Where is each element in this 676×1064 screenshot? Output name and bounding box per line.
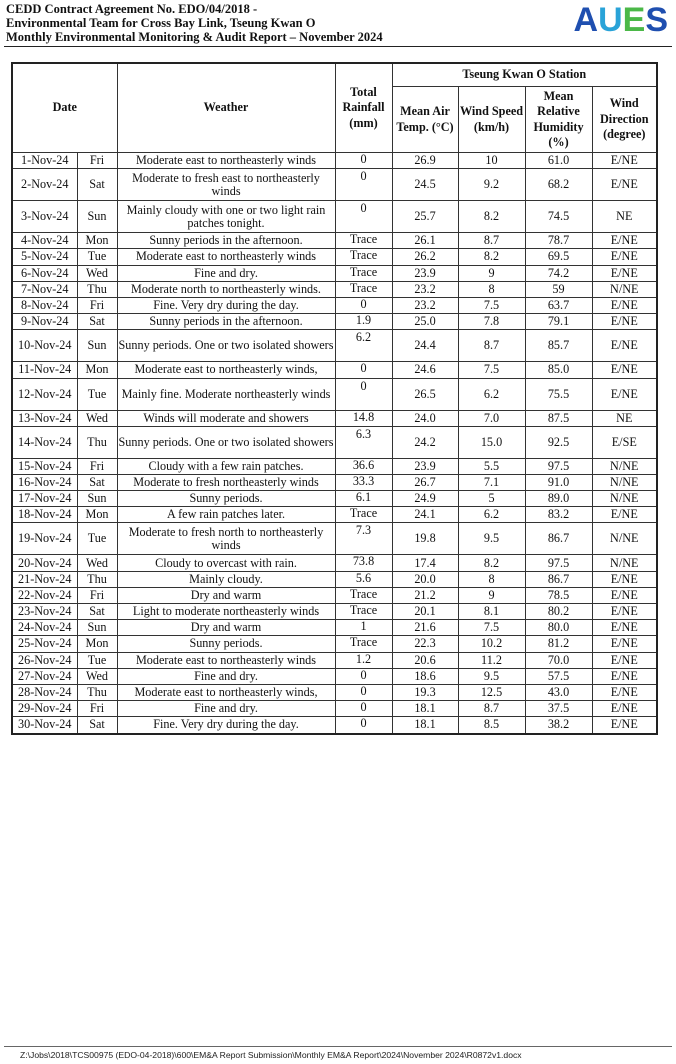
cell-date: 25-Nov-24: [12, 636, 77, 652]
cell-weather: Moderate east to northeasterly winds,: [117, 362, 335, 378]
table-row: [12, 555, 657, 571]
cell-wind-direction: N/NE: [592, 555, 657, 571]
cell-humidity: 68.2: [525, 169, 592, 201]
cell-temp: 18.1: [392, 701, 458, 717]
cell-wind-speed: 8.2: [458, 201, 525, 233]
cell-weather: Mainly cloudy.: [117, 571, 335, 587]
cell-rainfall: 6.2: [335, 330, 392, 362]
weather-table-container: [11, 62, 656, 735]
cell-day: Thu: [77, 281, 117, 297]
cell-wind-speed: 8.7: [458, 330, 525, 362]
cell-date: 19-Nov-24: [12, 523, 77, 555]
header-line-report: Monthly Environmental Monitoring & Audit Report – November 2024: [6, 30, 383, 44]
cell-wind-speed: 11.2: [458, 652, 525, 668]
cell-humidity: 37.5: [525, 701, 592, 717]
cell-date: 5-Nov-24: [12, 249, 77, 265]
cell-rainfall: 1.2: [335, 652, 392, 668]
cell-weather: Sunny periods.: [117, 491, 335, 507]
file-path-footer: Z:\Jobs\2018\TCS00975 (EDO-04-2018)\600\EM&A Report Submission\Monthly EM&A Report\2024\November 2024\R0872v1.docx: [20, 1050, 522, 1060]
cell-wind-speed: 7.5: [458, 362, 525, 378]
table-row: [12, 233, 657, 249]
cell-rainfall: 0: [335, 169, 392, 201]
cell-temp: 26.5: [392, 378, 458, 410]
cell-date: 16-Nov-24: [12, 474, 77, 490]
cell-day: Fri: [77, 458, 117, 474]
cell-weather: Moderate to fresh north to northeasterly winds: [117, 523, 335, 555]
cell-temp: 23.9: [392, 265, 458, 281]
cell-temp: 20.0: [392, 571, 458, 587]
cell-temp: 24.0: [392, 410, 458, 426]
cell-temp: 20.1: [392, 604, 458, 620]
cell-humidity: 81.2: [525, 636, 592, 652]
cell-wind-speed: 7.1: [458, 474, 525, 490]
cell-day: Wed: [77, 410, 117, 426]
cell-wind-speed: 8.2: [458, 555, 525, 571]
cell-temp: 25.0: [392, 314, 458, 330]
cell-wind-direction: N/NE: [592, 458, 657, 474]
cell-wind-direction: E/NE: [592, 507, 657, 523]
cell-wind-direction: E/NE: [592, 620, 657, 636]
header-wind-direction: Wind Direction (degree): [592, 87, 657, 153]
table-row: [12, 701, 657, 717]
cell-rainfall: Trace: [335, 265, 392, 281]
cell-weather: Fine and dry.: [117, 701, 335, 717]
logo-letter-u: U: [598, 1, 623, 39]
table-row: [12, 620, 657, 636]
cell-wind-direction: NE: [592, 201, 657, 233]
cell-wind-speed: 8: [458, 281, 525, 297]
cell-weather: Sunny periods. One or two isolated showers: [117, 426, 335, 458]
cell-day: Fri: [77, 701, 117, 717]
cell-rainfall: 1.9: [335, 314, 392, 330]
cell-rainfall: Trace: [335, 587, 392, 603]
cell-wind-speed: 10.2: [458, 636, 525, 652]
cell-rainfall: 0: [335, 378, 392, 410]
cell-wind-direction: E/NE: [592, 652, 657, 668]
cell-day: Tue: [77, 652, 117, 668]
cell-weather: Dry and warm: [117, 620, 335, 636]
cell-humidity: 80.2: [525, 604, 592, 620]
cell-date: 27-Nov-24: [12, 668, 77, 684]
cell-date: 20-Nov-24: [12, 555, 77, 571]
cell-day: Sat: [77, 474, 117, 490]
cell-day: Sun: [77, 491, 117, 507]
cell-rainfall: Trace: [335, 249, 392, 265]
table-row: [12, 474, 657, 490]
table-row: [12, 378, 657, 410]
cell-weather: Moderate north to northeasterly winds.: [117, 281, 335, 297]
cell-day: Mon: [77, 362, 117, 378]
table-row: [12, 249, 657, 265]
header-divider: [4, 46, 672, 47]
table-row: [12, 717, 657, 734]
table-row: [12, 410, 657, 426]
cell-humidity: 89.0: [525, 491, 592, 507]
cell-wind-speed: 8.7: [458, 233, 525, 249]
cell-weather: Sunny periods.: [117, 636, 335, 652]
cell-date: 26-Nov-24: [12, 652, 77, 668]
cell-wind-speed: 7.5: [458, 297, 525, 313]
cell-rainfall: 73.8: [335, 555, 392, 571]
cell-wind-direction: E/NE: [592, 233, 657, 249]
cell-date: 21-Nov-24: [12, 571, 77, 587]
cell-wind-speed: 8.1: [458, 604, 525, 620]
cell-date: 11-Nov-24: [12, 362, 77, 378]
cell-wind-speed: 9.5: [458, 668, 525, 684]
cell-date: 9-Nov-24: [12, 314, 77, 330]
cell-wind-direction: E/NE: [592, 153, 657, 169]
table-row: [12, 153, 657, 169]
cell-wind-speed: 6.2: [458, 378, 525, 410]
cell-rainfall: Trace: [335, 281, 392, 297]
cell-weather: Sunny periods. One or two isolated showers: [117, 330, 335, 362]
cell-temp: 20.6: [392, 652, 458, 668]
cell-weather: Moderate east to northeasterly winds: [117, 249, 335, 265]
cell-weather: Winds will moderate and showers: [117, 410, 335, 426]
cell-temp: 24.4: [392, 330, 458, 362]
cell-day: Sat: [77, 717, 117, 734]
cell-weather: Fine and dry.: [117, 265, 335, 281]
cell-date: 14-Nov-24: [12, 426, 77, 458]
cell-weather: Cloudy to overcast with rain.: [117, 555, 335, 571]
cell-date: 24-Nov-24: [12, 620, 77, 636]
cell-weather: Fine. Very dry during the day.: [117, 717, 335, 734]
cell-date: 2-Nov-24: [12, 169, 77, 201]
cell-day: Tue: [77, 249, 117, 265]
cell-humidity: 86.7: [525, 523, 592, 555]
cell-humidity: 79.1: [525, 314, 592, 330]
cell-temp: 26.7: [392, 474, 458, 490]
table-row: [12, 201, 657, 233]
cell-humidity: 83.2: [525, 507, 592, 523]
cell-humidity: 59: [525, 281, 592, 297]
weather-table: [11, 62, 658, 735]
cell-day: Fri: [77, 297, 117, 313]
cell-weather: Dry and warm: [117, 587, 335, 603]
table-row: [12, 684, 657, 700]
cell-rainfall: 0: [335, 717, 392, 734]
cell-wind-direction: E/NE: [592, 169, 657, 201]
cell-day: Sat: [77, 169, 117, 201]
cell-humidity: 69.5: [525, 249, 592, 265]
cell-rainfall: 0: [335, 201, 392, 233]
table-row: [12, 169, 657, 201]
header-line-team: Environmental Team for Cross Bay Link, Tseung Kwan O: [6, 16, 316, 30]
document-header: [6, 2, 670, 44]
cell-temp: 18.6: [392, 668, 458, 684]
cell-humidity: 74.2: [525, 265, 592, 281]
cell-date: 13-Nov-24: [12, 410, 77, 426]
cell-rainfall: 0: [335, 297, 392, 313]
header-weather: Weather: [117, 63, 335, 153]
cell-humidity: 61.0: [525, 153, 592, 169]
cell-rainfall: Trace: [335, 233, 392, 249]
header-line-contract: CEDD Contract Agreement No. EDO/04/2018 -: [6, 2, 258, 16]
cell-rainfall: 0: [335, 701, 392, 717]
cell-rainfall: 7.3: [335, 523, 392, 555]
logo-letter-e: E: [622, 1, 646, 39]
cell-wind-direction: E/NE: [592, 362, 657, 378]
cell-wind-speed: 9: [458, 265, 525, 281]
cell-rainfall: 0: [335, 668, 392, 684]
cell-temp: 23.2: [392, 281, 458, 297]
cell-day: Wed: [77, 668, 117, 684]
cell-wind-direction: E/NE: [592, 684, 657, 700]
cell-day: Thu: [77, 571, 117, 587]
cell-wind-direction: E/NE: [592, 604, 657, 620]
cell-weather: Fine. Very dry during the day.: [117, 297, 335, 313]
cell-humidity: 43.0: [525, 684, 592, 700]
cell-weather: Moderate east to northeasterly winds: [117, 652, 335, 668]
cell-day: Thu: [77, 684, 117, 700]
cell-weather: Mainly fine. Moderate northeasterly winds: [117, 378, 335, 410]
header-humidity: Mean Relative Humidity (%): [525, 87, 592, 153]
cell-wind-speed: 9: [458, 587, 525, 603]
table-row: [12, 458, 657, 474]
cell-humidity: 97.5: [525, 458, 592, 474]
cell-temp: 23.2: [392, 297, 458, 313]
cell-weather: Fine and dry.: [117, 668, 335, 684]
cell-wind-speed: 9.2: [458, 169, 525, 201]
cell-date: 1-Nov-24: [12, 153, 77, 169]
cell-day: Tue: [77, 378, 117, 410]
cell-temp: 26.1: [392, 233, 458, 249]
cell-temp: 25.7: [392, 201, 458, 233]
cell-rainfall: Trace: [335, 636, 392, 652]
cell-weather: Mainly cloudy with one or two light rain patches tonight.: [117, 201, 335, 233]
cell-date: 17-Nov-24: [12, 491, 77, 507]
cell-wind-speed: 12.5: [458, 684, 525, 700]
cell-date: 30-Nov-24: [12, 717, 77, 734]
cell-rainfall: 6.3: [335, 426, 392, 458]
cell-day: Fri: [77, 587, 117, 603]
cell-date: 7-Nov-24: [12, 281, 77, 297]
footer-divider: [4, 1046, 672, 1047]
cell-rainfall: 0: [335, 684, 392, 700]
cell-day: Sun: [77, 330, 117, 362]
cell-wind-direction: E/NE: [592, 330, 657, 362]
cell-weather: Sunny periods in the afternoon.: [117, 314, 335, 330]
cell-humidity: 80.0: [525, 620, 592, 636]
cell-date: 3-Nov-24: [12, 201, 77, 233]
cell-humidity: 87.5: [525, 410, 592, 426]
cell-weather: A few rain patches later.: [117, 507, 335, 523]
cell-rainfall: 33.3: [335, 474, 392, 490]
cell-date: 18-Nov-24: [12, 507, 77, 523]
cell-weather: Cloudy with a few rain patches.: [117, 458, 335, 474]
cell-wind-direction: E/NE: [592, 249, 657, 265]
cell-temp: 21.6: [392, 620, 458, 636]
cell-wind-direction: E/NE: [592, 571, 657, 587]
cell-wind-speed: 10: [458, 153, 525, 169]
cell-wind-speed: 8: [458, 571, 525, 587]
cell-humidity: 97.5: [525, 555, 592, 571]
cell-weather: Moderate to fresh northeasterly winds: [117, 474, 335, 490]
table-row: [12, 330, 657, 362]
cell-weather: Sunny periods in the afternoon.: [117, 233, 335, 249]
cell-temp: 23.9: [392, 458, 458, 474]
cell-date: 29-Nov-24: [12, 701, 77, 717]
cell-wind-speed: 9.5: [458, 523, 525, 555]
cell-wind-speed: 5.5: [458, 458, 525, 474]
cell-wind-direction: E/NE: [592, 668, 657, 684]
cell-day: Thu: [77, 426, 117, 458]
cell-humidity: 91.0: [525, 474, 592, 490]
cell-day: Sun: [77, 620, 117, 636]
cell-humidity: 63.7: [525, 297, 592, 313]
cell-temp: 24.1: [392, 507, 458, 523]
header-rainfall: Total Rainfall (mm): [335, 63, 392, 153]
cell-day: Mon: [77, 233, 117, 249]
header-temp: Mean Air Temp. (°C): [392, 87, 458, 153]
cell-wind-direction: E/NE: [592, 701, 657, 717]
cell-wind-speed: 7.8: [458, 314, 525, 330]
header-text: [6, 2, 670, 44]
table-row: [12, 297, 657, 313]
cell-temp: 24.5: [392, 169, 458, 201]
table-row: [12, 587, 657, 603]
cell-humidity: 78.5: [525, 587, 592, 603]
cell-humidity: 57.5: [525, 668, 592, 684]
logo-letter-s: S: [645, 1, 668, 39]
aues-logo: [574, 3, 669, 37]
cell-wind-speed: 8.5: [458, 717, 525, 734]
table-row: [12, 281, 657, 297]
cell-date: 15-Nov-24: [12, 458, 77, 474]
cell-date: 28-Nov-24: [12, 684, 77, 700]
cell-humidity: 85.0: [525, 362, 592, 378]
cell-temp: 26.9: [392, 153, 458, 169]
cell-rainfall: Trace: [335, 507, 392, 523]
cell-wind-direction: N/NE: [592, 491, 657, 507]
table-row: [12, 652, 657, 668]
table-row: [12, 523, 657, 555]
cell-weather: Light to moderate northeasterly winds: [117, 604, 335, 620]
table-row: [12, 362, 657, 378]
cell-date: 6-Nov-24: [12, 265, 77, 281]
table-row: [12, 604, 657, 620]
cell-rainfall: 0: [335, 153, 392, 169]
cell-day: Mon: [77, 636, 117, 652]
header-wind-speed: Wind Speed (km/h): [458, 87, 525, 153]
cell-date: 12-Nov-24: [12, 378, 77, 410]
cell-rainfall: 14.8: [335, 410, 392, 426]
header-station: Tseung Kwan O Station: [392, 63, 657, 87]
table-row: [12, 426, 657, 458]
cell-wind-direction: N/NE: [592, 281, 657, 297]
cell-day: Mon: [77, 507, 117, 523]
cell-wind-direction: E/NE: [592, 297, 657, 313]
table-row: [12, 265, 657, 281]
logo-letter-a: A: [573, 1, 599, 39]
cell-temp: 18.1: [392, 717, 458, 734]
cell-temp: 24.6: [392, 362, 458, 378]
cell-date: 4-Nov-24: [12, 233, 77, 249]
table-row: [12, 314, 657, 330]
cell-humidity: 75.5: [525, 378, 592, 410]
cell-wind-speed: 8.2: [458, 249, 525, 265]
cell-humidity: 86.7: [525, 571, 592, 587]
cell-day: Wed: [77, 265, 117, 281]
cell-date: 10-Nov-24: [12, 330, 77, 362]
cell-date: 22-Nov-24: [12, 587, 77, 603]
cell-weather: Moderate east to northeasterly winds,: [117, 684, 335, 700]
cell-temp: 19.8: [392, 523, 458, 555]
cell-wind-direction: E/NE: [592, 314, 657, 330]
cell-rainfall: Trace: [335, 604, 392, 620]
cell-rainfall: 5.6: [335, 571, 392, 587]
cell-date: 23-Nov-24: [12, 604, 77, 620]
cell-rainfall: 0: [335, 362, 392, 378]
table-row: [12, 507, 657, 523]
cell-humidity: 74.5: [525, 201, 592, 233]
cell-humidity: 85.7: [525, 330, 592, 362]
cell-wind-speed: 7.5: [458, 620, 525, 636]
cell-wind-direction: E/NE: [592, 636, 657, 652]
cell-humidity: 92.5: [525, 426, 592, 458]
cell-day: Sat: [77, 604, 117, 620]
cell-temp: 22.3: [392, 636, 458, 652]
cell-temp: 24.2: [392, 426, 458, 458]
cell-wind-direction: NE: [592, 410, 657, 426]
cell-weather: Moderate east to northeasterly winds: [117, 153, 335, 169]
cell-humidity: 70.0: [525, 652, 592, 668]
cell-wind-direction: E/NE: [592, 265, 657, 281]
weather-table-body: [12, 153, 657, 734]
cell-day: Sun: [77, 201, 117, 233]
cell-wind-direction: E/NE: [592, 587, 657, 603]
cell-humidity: 38.2: [525, 717, 592, 734]
cell-date: 8-Nov-24: [12, 297, 77, 313]
cell-day: Wed: [77, 555, 117, 571]
cell-temp: 26.2: [392, 249, 458, 265]
cell-wind-speed: 8.7: [458, 701, 525, 717]
cell-humidity: 78.7: [525, 233, 592, 249]
cell-rainfall: 36.6: [335, 458, 392, 474]
cell-weather: Moderate to fresh east to northeasterly winds: [117, 169, 335, 201]
cell-temp: 21.2: [392, 587, 458, 603]
table-row: [12, 491, 657, 507]
header-date: Date: [12, 63, 117, 153]
cell-wind-direction: E/NE: [592, 378, 657, 410]
cell-day: Tue: [77, 523, 117, 555]
cell-rainfall: 6.1: [335, 491, 392, 507]
cell-day: Fri: [77, 153, 117, 169]
table-row: [12, 636, 657, 652]
cell-wind-direction: N/NE: [592, 523, 657, 555]
cell-wind-speed: 5: [458, 491, 525, 507]
cell-wind-speed: 7.0: [458, 410, 525, 426]
cell-rainfall: 1: [335, 620, 392, 636]
cell-temp: 19.3: [392, 684, 458, 700]
cell-temp: 17.4: [392, 555, 458, 571]
cell-wind-direction: N/NE: [592, 474, 657, 490]
table-row: [12, 668, 657, 684]
cell-wind-speed: 6.2: [458, 507, 525, 523]
table-row: [12, 571, 657, 587]
cell-day: Sat: [77, 314, 117, 330]
cell-temp: 24.9: [392, 491, 458, 507]
cell-wind-direction: E/NE: [592, 717, 657, 734]
cell-wind-speed: 15.0: [458, 426, 525, 458]
cell-wind-direction: E/SE: [592, 426, 657, 458]
